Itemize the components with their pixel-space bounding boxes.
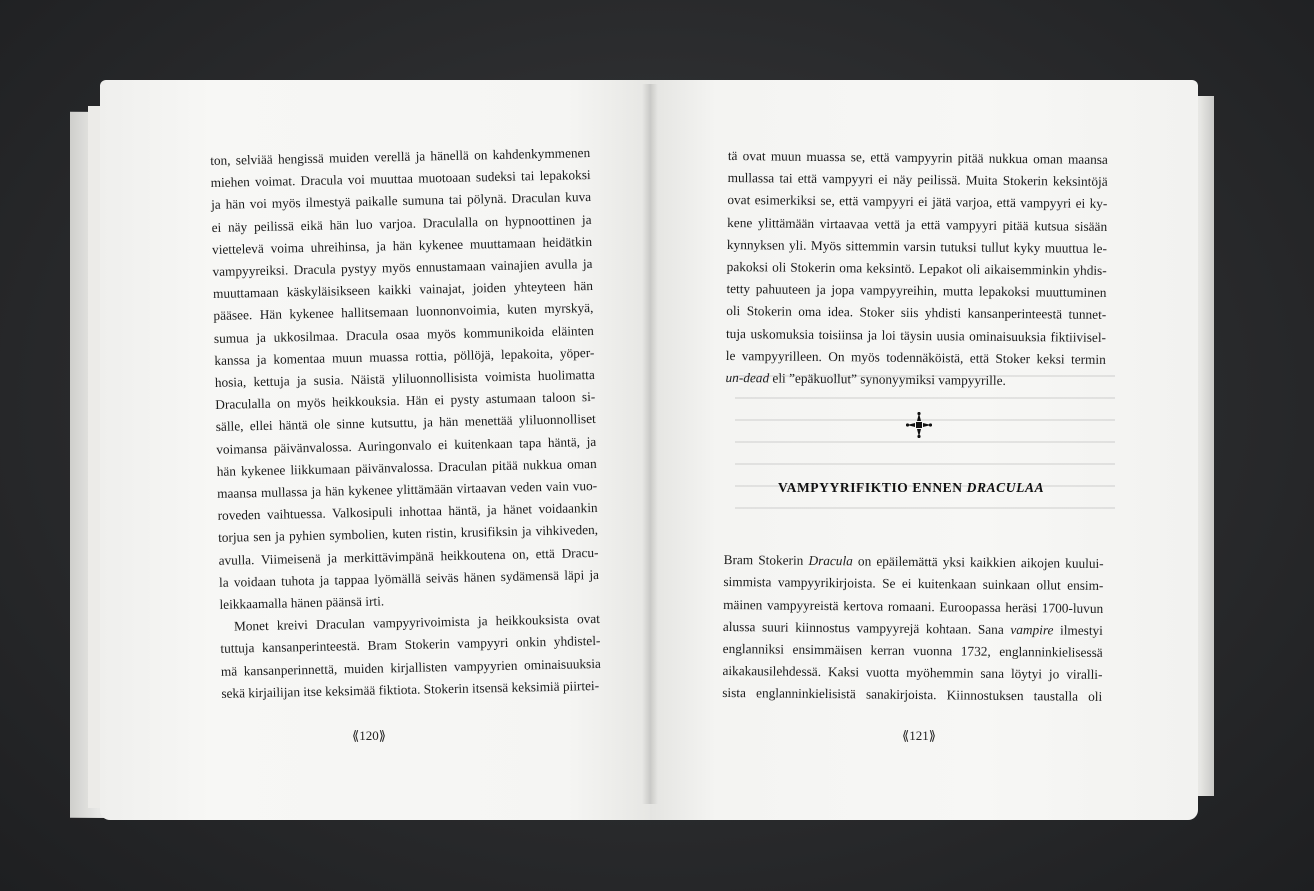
text-line: tuttuja kansanperinteestä. Bram Stokerin vampyyri onkin yhdistel-: [220, 633, 601, 657]
page-number-right: ⟪121⟫: [902, 728, 936, 743]
text-line: Monet kreivi Draculan vampyyrivoimista ja heikkouksista ovat: [233, 611, 601, 634]
text-line: la voidaan tuhota ja tappaa lyömällä seiväs hänen sydämensä läpi ja: [218, 566, 600, 590]
text-line: torjua sen ja pyhien symbolien, kuten ristin, krusifiksin ja vihkiveden,: [217, 522, 599, 546]
text-line: pakoksi oli Stokerin oma keksintö. Lepakot oli aikaisemminkin yhdis-: [726, 259, 1107, 278]
text-line: mullassa tai että vampyyri ei näy peilissä. Muita Stokerin keksintöjä: [727, 170, 1108, 190]
text-line: miehen voimat. Dracula voi muuttaa muotoaan sudeksi tai lepakoksi: [210, 167, 591, 191]
text-line: vampyyreiksi. Dracula pystyy myös ennustamaan vainajien avulla ja: [212, 256, 593, 279]
text-line: aikakausilehdessä. Kaksi vuotta myöhemmin sana löytyi jo viralli-: [722, 663, 1103, 683]
page-number-left: ⟪120⟫: [352, 728, 386, 743]
page-number-right-value: 121: [909, 728, 929, 743]
text-line: muuttamaan käskyläisikseen kaikki vainajat, joiden yhteyteen hän: [212, 278, 594, 302]
text-line: sekä kirjailijan itse keksimää fiktiota. Stokerin itsensä keksimiä piirtei-: [221, 677, 600, 701]
text-line: mäinen vampyyreistä kertova romaani. Euroopassa heräsi 1700-luvun: [723, 596, 1104, 616]
text-line: roveden vaihtuessa. Valkosipuli inhottaa häntä, ja hänet voidaankin: [217, 500, 598, 524]
text-line: tetty pahuuteen ja jopa vampyyreihin, mutta lepakoksi muuttuminen: [726, 281, 1107, 301]
text-line: alussa suuri kiinnostus vampyyrejä kohtaan. Sana vampire ilmestyi: [722, 618, 1104, 638]
text-line: oli Stokerin oma idea. Stoker siis yhdisti kansanperinteestä tunnet-: [726, 303, 1107, 323]
text-line: sista englanninkielisistä sanakirjoista. Kiinnostuksen taustalla oli: [722, 685, 1103, 705]
text-line: viettelevä voima uhreihinsa, ja hän kykenee muuttamaan heidätkin: [211, 233, 593, 257]
text-line: tä ovat muun muassa se, että vampyyrin pitää nukkua oman maansa: [727, 147, 1108, 167]
text-line: Draculalla on myös heikkouksia. Hän ei pysty astumaan taloon si-: [215, 389, 596, 413]
text-line: leikkaamalla hänen päänsä irti.: [219, 593, 385, 612]
text-line: hosia, kettuja ja susia. Näistä yliluonnollisista voimista huolimatta: [214, 367, 595, 390]
cross-ornament-icon: [906, 412, 932, 438]
section-heading: VAMPYYRIFIKTIO ENNEN DRACULAA: [778, 480, 1045, 495]
text-line: kanssa ja komentaa muun muassa rottia, pöllöjä, lepakoita, yöper-: [214, 344, 595, 368]
text-line: avulla. Viimeisenä ja merkittävimpänä heikkoutena on, että Dracu-: [218, 544, 599, 568]
text-line: un-dead eli ”epäkuollut” synonyymiksi vampyyrille.: [725, 370, 1006, 388]
text-line: voimansa päivänvalossa. Auringonvalo ei kuitenkaan tapa häntä, ja: [216, 433, 597, 457]
text-line: pääsee. Hän kykenee hallitsemaan luonnonvoimia, kuten myrskyä,: [213, 300, 594, 324]
text-line: sumua ja ukkosilmaa. Dracula osaa myös kommunikoida eläinten: [213, 322, 595, 346]
text-line: kynnyksen yli. Myös sittemmin varsin tutuksi tullut kyky muuttua le-: [726, 236, 1108, 256]
text-line: hän kykenee liikkumaan päivänvalossa. Draculan pitää nukkua oman: [216, 455, 597, 479]
book-gutter: [642, 84, 658, 804]
text-line: ei näy peilissä eikä hän luo varjoa. Draculalla on hypnoottinen ja: [211, 211, 592, 235]
text-line: mä kansanperinnettä, muiden kirjallisten vampyyrien ominaisuuksia: [220, 655, 601, 679]
text-line: tuja uskomuksia toisiinsa ja loi täysin uusia ominaisuuksia fiktiivisel-: [725, 325, 1107, 345]
page-number-left-value: 120: [359, 728, 379, 743]
text-line: ovat esimerkiksi se, että vampyyri ei jätä varjoa, että vampyyri ei ky-: [727, 192, 1108, 212]
text-line: le vampyyrilleen. On myös todennäköistä, että Stoker keksi termin: [725, 347, 1106, 367]
text-line: ton, selviää hengissä muiden verellä ja hänellä on kahdenkymmenen: [210, 145, 591, 168]
text-line: englanniksi ensimmäisen kerran vuonna 1732, englanninkielisessä: [722, 641, 1103, 660]
text-line: sälle, ellei häntä ole sinne kutsuttu, ja hän menettää yliluonnolliset: [215, 411, 596, 435]
text-line: kene ylittämään virtaavaa vettä ja että vampyyri pitää kutsua sisään: [727, 214, 1108, 234]
text-line: maansa mullassa ja hän kykenee ylittämään virtaavan veden vain vuo-: [217, 478, 598, 501]
text-line: simmista vampyyrikirjoista. Se ei kuitenkaan suinkaan ollut ensim-: [723, 574, 1104, 594]
text-line: ja hän voi myös ilmestyä paikalle sumuna tai pölynä. Draculan kuva: [210, 189, 592, 213]
left-page-body: [210, 142, 602, 705]
text-line: Bram Stokerin Dracula on epäilemättä yksi kaikkien aikojen kuului-: [723, 552, 1104, 572]
